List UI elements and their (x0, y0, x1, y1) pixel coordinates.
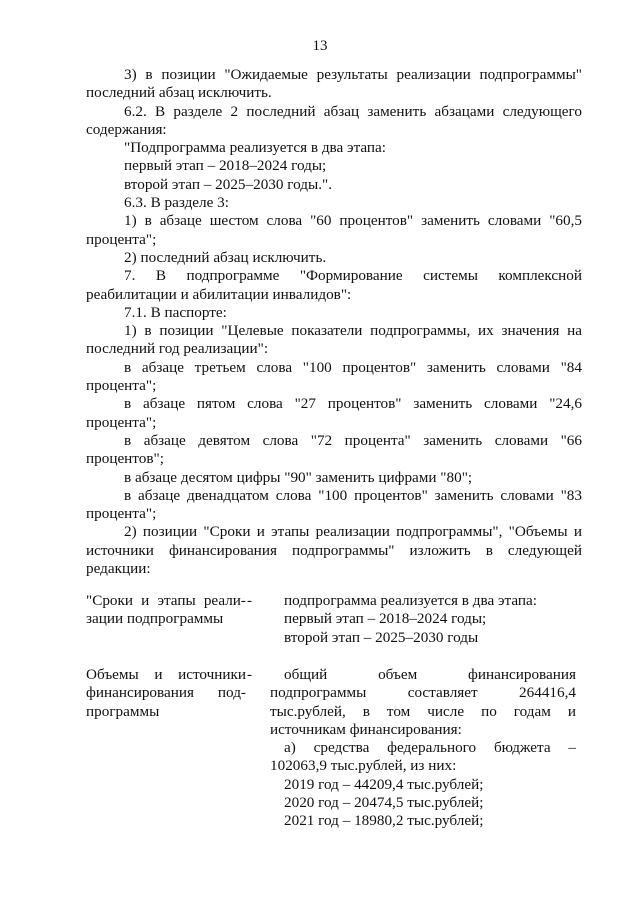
paragraph: второй этап – 2025–2030 годы.". (124, 175, 333, 193)
paragraph: 6.3. В разделе 3: (124, 194, 229, 212)
paragraph: "Подпрограмма реализуется в два этапа: (124, 139, 387, 157)
year-line: 2021 год – 18980,2 тыс.рублей; (284, 812, 484, 830)
financing-intro: общий объем финансирования подпрограммы составляет 264416,4 тыс.рублей, в том числе по годам и источникам финансирования: (270, 666, 576, 738)
paragraph: 3) в позиции "Ожидаемые результаты реализации подпрограммы" последний абзац исключить. (86, 66, 582, 102)
paragraph: в абзаце девятом слова "72 процента" заменить словами "66 процентов"; (86, 431, 582, 468)
row-line: первый этап – 2018–2024 годы; (284, 610, 487, 628)
paragraph: в абзаце третьем слова "100 процентов" заменить словами "84 процента"; (86, 358, 582, 395)
paragraph: 7.1. В паспорте: (124, 303, 227, 321)
schedule-table-row (86, 592, 582, 647)
paragraph: в абзаце десятом цифры "90" заменить цифрами "80"; (124, 468, 473, 486)
paragraph: 6.2. В разделе 2 последний абзац заменить абзацами следующего содержания: (86, 102, 582, 138)
paragraph: 1) в абзаце шестом слова "60 процентов" заменить словами "60,5 процента"; (86, 212, 582, 248)
federal-budget-line: а) средства федерального бюджета – 102063,9 тыс.рублей, из них: (270, 739, 576, 775)
row-label: "Сроки и этапы реали- зации подпрограммы (86, 592, 246, 628)
document-body (86, 66, 582, 578)
paragraph: 2) позиции "Сроки и этапы реализации подпрограммы", "Объемы и источники финансирования подпрограммы" изложить в следующей редакции: (86, 523, 582, 578)
row-label: Объемы и источники финансирования под- программы (86, 666, 246, 720)
row-dash: - (246, 666, 252, 683)
row-line: второй этап – 2025–2030 годы (284, 628, 479, 646)
page-number: 13 (312, 38, 328, 54)
paragraph: 1) в позиции "Целевые показатели подпрограммы, их значения на последний год реализации": (86, 322, 582, 358)
financing-table-row (86, 666, 582, 831)
paragraph: 2) последний абзац исключить. (124, 248, 327, 266)
paragraph: 7. В подпрограмме "Формирование системы комплексной реабилитации и абилитации инвалидов": (86, 267, 582, 303)
paragraph: в абзаце пятом слова "27 процентов" заменить словами "24,6 процента"; (86, 395, 582, 431)
year-line: 2020 год – 20474,5 тыс.рублей; (284, 794, 484, 812)
row-dash: - (246, 592, 252, 609)
row-line: подпрограмма реализуется в два этапа: (284, 592, 537, 609)
paragraph: в абзаце двенадцатом слова "100 процентов" заменить словами "83 процента"; (86, 486, 582, 523)
paragraph: первый этап – 2018–2024 годы; (124, 157, 327, 175)
year-line: 2019 год – 44209,4 тыс.рублей; (284, 775, 484, 793)
